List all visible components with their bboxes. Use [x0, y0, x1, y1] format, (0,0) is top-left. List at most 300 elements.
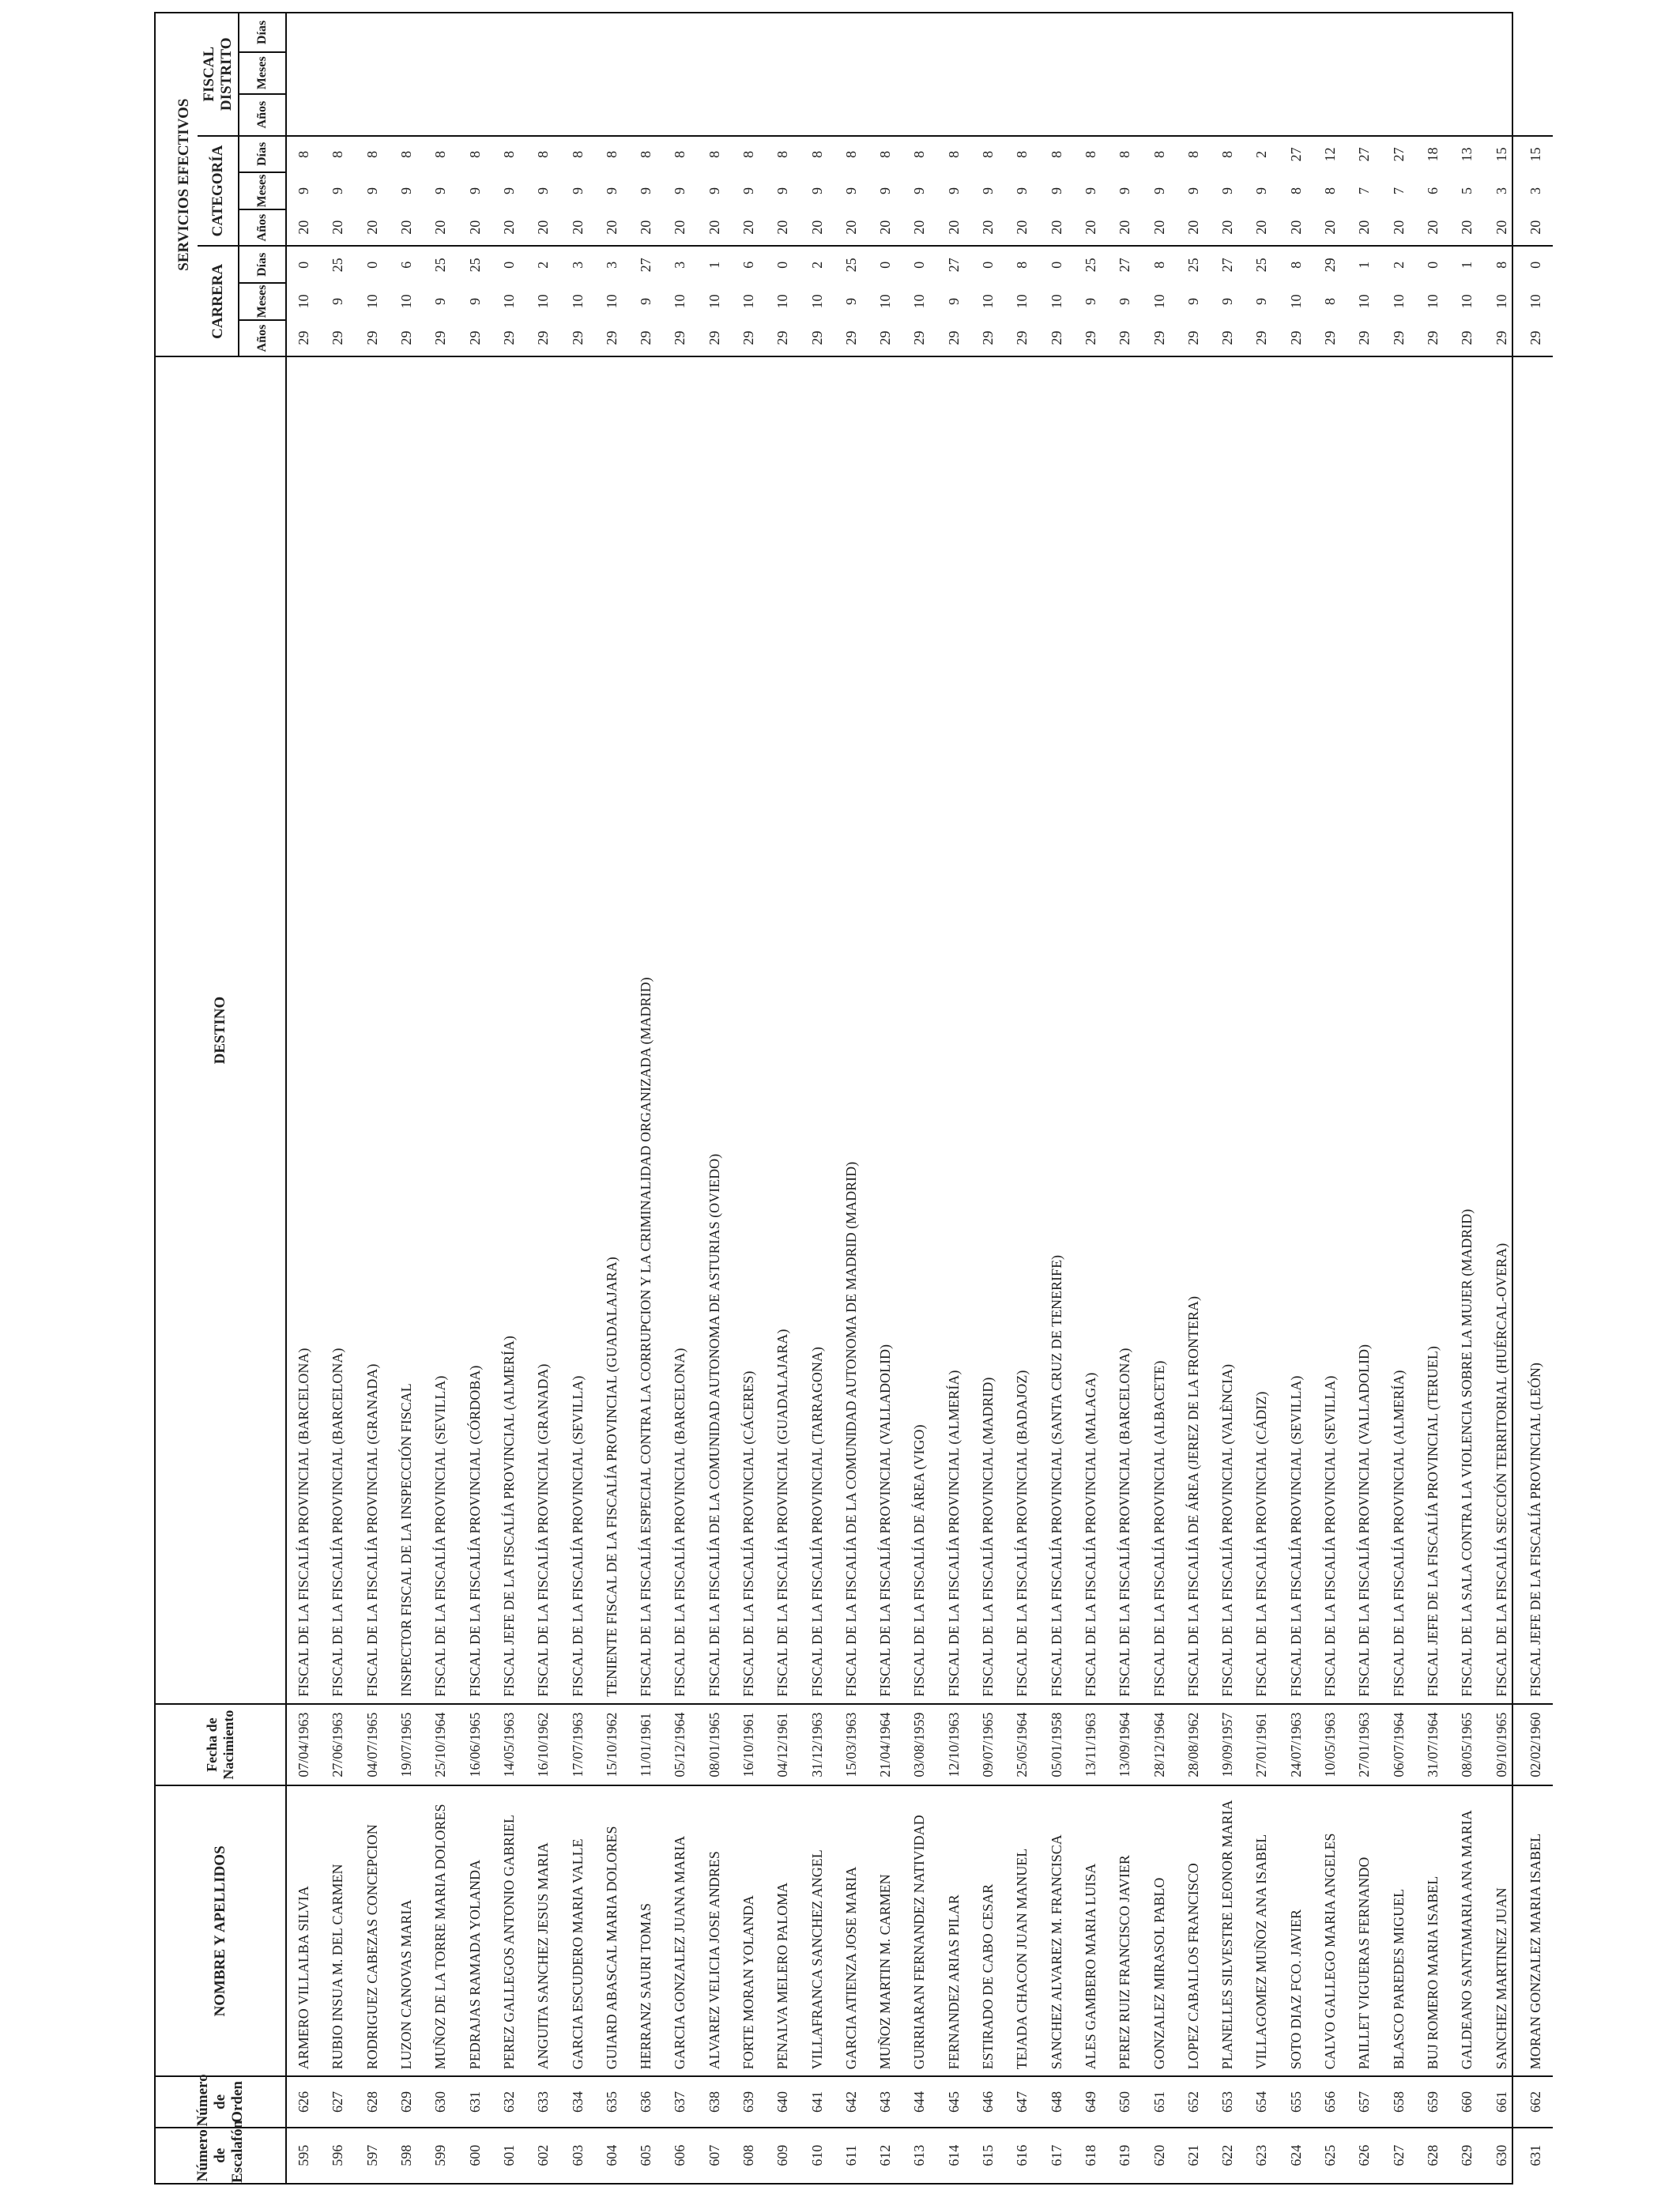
distrito-anos-cell	[1484, 94, 1518, 136]
carrera-meses-cell: 10	[1151, 294, 1167, 309]
distrito-anos-cell	[766, 94, 800, 136]
carrera-dias-cell: 25	[432, 258, 449, 273]
table-row	[526, 13, 560, 2183]
carrera-dias-cell: 0	[1527, 261, 1543, 269]
distrito-meses-cell	[1484, 52, 1518, 94]
destino-cell: FISCAL DE LA FISCALÍA PROVINCIAL (MADRID)	[971, 356, 1005, 1704]
numero-escalafon-cell: 617	[1048, 2144, 1064, 2166]
distrito-dias-cell	[1108, 13, 1142, 52]
distrito-meses-cell	[458, 52, 492, 94]
distrito-dias-cell	[1519, 13, 1553, 52]
nombre-cell: SANCHEZ MARTINEZ JUAN	[1484, 1785, 1518, 2076]
categoria-anos-cell: 20	[663, 209, 697, 247]
categoria-anos-cell: 20	[1382, 209, 1416, 247]
distrito-anos-cell	[800, 94, 834, 136]
nombre-cell: SOTO DIAZ FCO. JAVIER	[1279, 1785, 1313, 2076]
carrera-meses-cell: 9	[1117, 297, 1133, 305]
categoria-dias-cell: 13	[1459, 147, 1475, 162]
table-row	[1005, 13, 1039, 2183]
distrito-meses-cell	[1450, 52, 1484, 94]
numero-escalafon-cell: 622	[1219, 2144, 1236, 2166]
categoria-meses-cell: 5	[1459, 187, 1475, 194]
table-row	[663, 13, 697, 2183]
distrito-meses-cell	[937, 52, 971, 94]
numero-escalafon-cell: 614	[945, 2144, 962, 2166]
distrito-dias-cell	[1005, 13, 1039, 52]
fecha-nacimiento-cell: 27/06/1963	[321, 1704, 355, 1786]
carrera-dias-cell: 6	[398, 261, 415, 269]
distrito-dias-cell	[834, 13, 868, 52]
carrera-dias-cell: 3	[569, 261, 586, 269]
nombre-cell: GARCIA ESCUDERO MARIA VALLE	[560, 1785, 594, 2076]
numero-orden-cell: 662	[1519, 2076, 1553, 2127]
nombre-cell: GARCIA GONZALEZ JUANA MARIA	[663, 1785, 697, 2076]
numero-escalafon-cell: 627	[1390, 2144, 1407, 2166]
nombre-cell: ALES GAMBERO MARIA LUISA	[1074, 1785, 1108, 2076]
table-header	[156, 13, 286, 2183]
numero-orden-cell: 630	[424, 2076, 458, 2127]
carrera-anos-cell: 29	[800, 320, 834, 357]
destino-cell: FISCAL DE LA FISCALÍA PROVINCIAL (GUADALAJARA)	[766, 356, 800, 1704]
table-row	[766, 13, 800, 2183]
fecha-nacimiento-cell: 31/07/1964	[1416, 1704, 1450, 1786]
categoria-anos-cell: 20	[1211, 209, 1245, 247]
categoria-anos-cell: 20	[492, 209, 526, 247]
distrito-meses-cell	[1382, 52, 1416, 94]
distrito-dias-cell	[1450, 13, 1484, 52]
nombre-cell: RODRIGUEZ CABEZAS CONCEPCION	[356, 1785, 390, 2076]
carrera-anos-cell: 29	[937, 320, 971, 357]
numero-escalafon-cell: 602	[535, 2144, 552, 2166]
categoria-anos-cell: 20	[1519, 209, 1553, 247]
numero-orden-cell: 640	[766, 2076, 800, 2127]
table-row	[492, 13, 526, 2183]
distrito-meses-cell	[1279, 52, 1313, 94]
categoria-anos-cell: 20	[286, 209, 321, 247]
fecha-nacimiento-cell: 16/10/1962	[526, 1704, 560, 1786]
nombre-cell: ESTIRADO DE CABO CESAR	[971, 1785, 1005, 2076]
destino-cell: FISCAL DE LA FISCALÍA PROVINCIAL (VALLADOLID)	[1347, 356, 1381, 1704]
carrera-meses-cell: 9	[466, 297, 483, 305]
destino-cell: FISCAL DE LA FISCALÍA PROVINCIAL (SEVILLA)	[560, 356, 594, 1704]
carrera-meses-cell: 9	[1185, 297, 1201, 305]
categoria-dias-cell: 15	[1527, 147, 1543, 162]
fecha-nacimiento-cell: 07/04/1963	[286, 1704, 321, 1786]
carrera-meses-cell: 9	[638, 297, 654, 305]
numero-escalafon-cell: 630	[1493, 2144, 1509, 2166]
categoria-meses-cell: 9	[774, 187, 791, 194]
carrera-meses-cell: 10	[1356, 294, 1373, 309]
carrera-meses-cell: 9	[432, 297, 449, 305]
carrera-meses-cell: 9	[330, 297, 346, 305]
table-row	[698, 13, 732, 2183]
categoria-dias-cell: 8	[1014, 150, 1030, 158]
numero-escalafon-cell: 611	[842, 2145, 859, 2166]
categoria-meses-cell: 9	[363, 187, 380, 194]
distrito-dias-cell	[732, 13, 766, 52]
numero-orden-cell: 657	[1347, 2076, 1381, 2127]
categoria-dias-cell: 8	[877, 150, 894, 158]
carrera-meses-cell: 10	[1390, 294, 1407, 309]
carrera-anos-cell: 29	[1211, 320, 1245, 357]
header-distrito-dias: Días	[239, 13, 286, 52]
distrito-dias-cell	[390, 13, 424, 52]
carrera-anos-cell: 29	[1177, 320, 1211, 357]
nombre-cell: PENALVA MELERO PALOMA	[766, 1785, 800, 2076]
distrito-dias-cell	[1416, 13, 1450, 52]
categoria-dias-cell: 8	[1117, 150, 1133, 158]
numero-escalafon-cell: 597	[363, 2144, 380, 2166]
header-fecha-nacimiento: Fecha de Nacimiento	[156, 1704, 286, 1786]
nombre-cell: GONZALEZ MIRASOL PABLO	[1142, 1785, 1176, 2076]
distrito-dias-cell	[1177, 13, 1211, 52]
distrito-meses-cell	[663, 52, 697, 94]
carrera-anos-cell: 29	[766, 320, 800, 357]
carrera-meses-cell: 9	[842, 297, 859, 305]
destino-cell: FISCAL DE LA FISCALÍA PROVINCIAL (BARCELONA)	[663, 356, 697, 1704]
destino-cell: FISCAL DE LA FISCALÍA PROVINCIAL (VALÈNCIA)	[1211, 356, 1245, 1704]
distrito-meses-cell	[1211, 52, 1245, 94]
distrito-anos-cell	[526, 94, 560, 136]
carrera-dias-cell: 0	[877, 261, 894, 269]
categoria-anos-cell: 20	[1005, 209, 1039, 247]
categoria-meses-cell: 9	[1253, 187, 1270, 194]
table-row	[560, 13, 594, 2183]
fecha-nacimiento-cell: 15/10/1962	[595, 1704, 629, 1786]
carrera-anos-cell: 29	[1519, 320, 1553, 357]
carrera-dias-cell: 8	[1014, 261, 1030, 269]
categoria-meses-cell: 9	[672, 187, 688, 194]
categoria-anos-cell: 20	[1142, 209, 1176, 247]
distrito-anos-cell	[1040, 94, 1074, 136]
header-categoria-dias: Días	[239, 136, 286, 173]
categoria-dias-cell: 18	[1424, 147, 1441, 162]
numero-orden-cell: 639	[732, 2076, 766, 2127]
table-row	[868, 13, 902, 2183]
table-row	[1040, 13, 1074, 2183]
categoria-meses-cell: 9	[706, 187, 722, 194]
fecha-nacimiento-cell: 06/07/1964	[1382, 1704, 1416, 1786]
carrera-dias-cell: 25	[842, 258, 859, 273]
table-row	[1074, 13, 1108, 2183]
categoria-meses-cell: 9	[296, 187, 312, 194]
distrito-anos-cell	[1177, 94, 1211, 136]
carrera-dias-cell: 1	[706, 261, 722, 269]
distrito-anos-cell	[629, 94, 663, 136]
numero-orden-cell: 628	[356, 2076, 390, 2127]
fecha-nacimiento-cell: 08/05/1965	[1450, 1704, 1484, 1786]
distrito-dias-cell	[629, 13, 663, 52]
destino-cell: FISCAL JEFE DE LA FISCALÍA PROVINCIAL (ALMERÍA)	[492, 356, 526, 1704]
carrera-dias-cell: 2	[808, 261, 825, 269]
distrito-meses-cell	[1519, 52, 1553, 94]
numero-orden-cell: 627	[321, 2076, 355, 2127]
carrera-dias-cell: 27	[1219, 258, 1236, 273]
fecha-nacimiento-cell: 27/01/1963	[1347, 1704, 1381, 1786]
nombre-cell: ALVAREZ VELICIA JOSE ANDRES	[698, 1785, 732, 2076]
header-categoria-anos: Años	[239, 209, 286, 247]
destino-cell: FISCAL DE LA FISCALÍA PROVINCIAL (SEVILLA)	[424, 356, 458, 1704]
numero-orden-cell: 658	[1382, 2076, 1416, 2127]
numero-orden-cell: 654	[1245, 2076, 1279, 2127]
distrito-dias-cell	[1074, 13, 1108, 52]
categoria-dias-cell: 8	[1048, 150, 1064, 158]
numero-orden-cell: 651	[1142, 2076, 1176, 2127]
nombre-cell: PEREZ RUIZ FRANCISCO JAVIER	[1108, 1785, 1142, 2076]
numero-escalafon-cell: 604	[603, 2144, 620, 2166]
fecha-nacimiento-cell: 04/07/1965	[356, 1704, 390, 1786]
categoria-meses-cell: 9	[638, 187, 654, 194]
distrito-dias-cell	[595, 13, 629, 52]
numero-orden-cell: 634	[560, 2076, 594, 2127]
carrera-dias-cell: 25	[1253, 258, 1270, 273]
destino-cell: FISCAL DE LA FISCALÍA PROVINCIAL (ALBACETE)	[1142, 356, 1176, 1704]
distrito-meses-cell	[356, 52, 390, 94]
nombre-cell: BUJ ROMERO MARIA ISABEL	[1416, 1785, 1450, 2076]
distrito-dias-cell	[971, 13, 1005, 52]
header-numero-orden-line-1: Número	[194, 2074, 211, 2127]
distrito-dias-cell	[698, 13, 732, 52]
header-carrera-dias: Días	[239, 246, 286, 283]
fecha-nacimiento-cell: 05/12/1964	[663, 1704, 697, 1786]
carrera-dias-cell: 3	[603, 261, 620, 269]
categoria-meses-cell: 9	[911, 187, 928, 194]
distrito-meses-cell	[1177, 52, 1211, 94]
numero-escalafon-cell: 623	[1253, 2144, 1270, 2166]
numero-orden-cell: 661	[1484, 2076, 1518, 2127]
categoria-dias-cell: 8	[296, 150, 312, 158]
carrera-anos-cell: 29	[663, 320, 697, 357]
carrera-dias-cell: 25	[466, 258, 483, 273]
distrito-anos-cell	[663, 94, 697, 136]
numero-escalafon-cell: 596	[330, 2144, 346, 2166]
distrito-dias-cell	[560, 13, 594, 52]
carrera-dias-cell: 27	[1117, 258, 1133, 273]
numero-escalafon-cell: 616	[1014, 2144, 1030, 2166]
carrera-meses-cell: 10	[1014, 294, 1030, 309]
nombre-cell: GUIARD ABASCAL MARIA DOLORES	[595, 1785, 629, 2076]
table-row	[390, 13, 424, 2183]
nombre-cell: PAILLET VIGUERAS FERNANDO	[1347, 1785, 1381, 2076]
numero-escalafon-cell: 606	[672, 2144, 688, 2166]
categoria-meses-cell: 9	[842, 187, 859, 194]
categoria-anos-cell: 20	[321, 209, 355, 247]
fecha-nacimiento-cell: 28/08/1962	[1177, 1704, 1211, 1786]
carrera-anos-cell: 29	[1484, 320, 1518, 357]
numero-escalafon-cell: 598	[398, 2144, 415, 2166]
carrera-anos-cell: 29	[732, 320, 766, 357]
numero-orden-cell: 645	[937, 2076, 971, 2127]
numero-escalafon-cell: 595	[296, 2144, 312, 2166]
destino-cell: FISCAL DE LA FISCALÍA ESPECIAL CONTRA LA CORRUPCION Y LA CRIMINALIDAD ORGANIZADA (MADRID)	[629, 356, 663, 1704]
carrera-anos-cell: 29	[1450, 320, 1484, 357]
categoria-meses-cell: 9	[398, 187, 415, 194]
carrera-anos-cell: 29	[595, 320, 629, 357]
fecha-nacimiento-cell: 04/12/1961	[766, 1704, 800, 1786]
carrera-meses-cell: 10	[808, 294, 825, 309]
categoria-anos-cell: 20	[424, 209, 458, 247]
carrera-meses-cell: 10	[877, 294, 894, 309]
categoria-dias-cell: 8	[535, 150, 552, 158]
header-categoria: CATEGORÍA	[198, 136, 239, 247]
distrito-anos-cell	[1450, 94, 1484, 136]
carrera-meses-cell: 10	[1424, 294, 1441, 309]
header-numero-escalafon-line-2: de	[212, 2147, 228, 2163]
table-row	[971, 13, 1005, 2183]
destino-cell: FISCAL DE LA SALA CONTRA LA VIOLENCIA SOBRE LA MUJER (MADRID)	[1450, 356, 1484, 1704]
categoria-anos-cell: 20	[1450, 209, 1484, 247]
nombre-cell: ARMERO VILLALBA SILVIA	[286, 1785, 321, 2076]
carrera-dias-cell: 29	[1322, 258, 1339, 273]
distrito-meses-cell	[800, 52, 834, 94]
distrito-dias-cell	[800, 13, 834, 52]
numero-orden-cell: 649	[1074, 2076, 1108, 2127]
distrito-anos-cell	[1074, 94, 1108, 136]
numero-escalafon-cell: 612	[877, 2144, 894, 2166]
nombre-cell: HERRANZ SAURI TOMAS	[629, 1785, 663, 2076]
carrera-dias-cell: 25	[1185, 258, 1201, 273]
distrito-meses-cell	[526, 52, 560, 94]
categoria-meses-cell: 9	[1082, 187, 1098, 194]
carrera-meses-cell: 9	[1219, 297, 1236, 305]
header-distrito-anos: Años	[239, 94, 286, 136]
header-carrera: CARRERA	[198, 246, 239, 356]
categoria-anos-cell: 20	[800, 209, 834, 247]
nombre-cell: CALVO GALLEGO MARIA ANGELES	[1313, 1785, 1347, 2076]
carrera-dias-cell: 27	[638, 258, 654, 273]
categoria-anos-cell: 20	[1177, 209, 1211, 247]
distrito-anos-cell	[1279, 94, 1313, 136]
destino-cell: FISCAL DE LA FISCALÍA PROVINCIAL (MALAGA)	[1074, 356, 1108, 1704]
nombre-cell: MORAN GONZALEZ MARIA ISABEL	[1519, 1785, 1553, 2076]
table-row	[732, 13, 766, 2183]
carrera-meses-cell: 9	[1253, 297, 1270, 305]
destino-cell: FISCAL DE LA FISCALÍA PROVINCIAL (GRANADA)	[356, 356, 390, 1704]
numero-escalafon-cell: 610	[808, 2144, 825, 2166]
nombre-cell: FERNANDEZ ARIAS PILAR	[937, 1785, 971, 2076]
carrera-anos-cell: 29	[1005, 320, 1039, 357]
fecha-nacimiento-cell: 05/01/1958	[1040, 1704, 1074, 1786]
categoria-dias-cell: 8	[911, 150, 928, 158]
nombre-cell: GALDEANO SANTAMARIA ANA MARIA	[1450, 1785, 1484, 2076]
categoria-meses-cell: 9	[945, 187, 962, 194]
distrito-dias-cell	[1313, 13, 1347, 52]
carrera-anos-cell: 29	[1074, 320, 1108, 357]
carrera-anos-cell: 29	[1416, 320, 1450, 357]
destino-cell: FISCAL DE LA FISCALÍA PROVINCIAL (CÓRDOBA)	[458, 356, 492, 1704]
table-row	[286, 13, 321, 2183]
carrera-anos-cell: 29	[1040, 320, 1074, 357]
categoria-anos-cell: 20	[971, 209, 1005, 247]
distrito-meses-cell	[1108, 52, 1142, 94]
carrera-anos-cell: 29	[902, 320, 936, 357]
destino-cell: FISCAL DE LA FISCALÍA PROVINCIAL (CÁDIZ)	[1245, 356, 1279, 1704]
categoria-dias-cell: 12	[1322, 147, 1339, 162]
table-row	[356, 13, 390, 2183]
categoria-anos-cell: 20	[1313, 209, 1347, 247]
categoria-meses-cell: 9	[1185, 187, 1201, 194]
numero-escalafon-cell: 620	[1151, 2144, 1167, 2166]
categoria-anos-cell: 20	[629, 209, 663, 247]
table-row	[595, 13, 629, 2183]
numero-escalafon-cell: 600	[466, 2144, 483, 2166]
categoria-meses-cell: 8	[1322, 187, 1339, 194]
categoria-dias-cell: 8	[672, 150, 688, 158]
categoria-meses-cell: 9	[330, 187, 346, 194]
categoria-dias-cell: 15	[1493, 147, 1509, 162]
table-row	[424, 13, 458, 2183]
categoria-dias-cell: 8	[1185, 150, 1201, 158]
destino-cell: FISCAL DE LA FISCALÍA DE ÁREA (JEREZ DE LA FRONTERA)	[1177, 356, 1211, 1704]
distrito-dias-cell	[1279, 13, 1313, 52]
nombre-cell: RUBIO INSUA M. DEL CARMEN	[321, 1785, 355, 2076]
carrera-anos-cell: 29	[458, 320, 492, 357]
carrera-dias-cell: 8	[1287, 261, 1304, 269]
numero-escalafon-cell: 615	[980, 2144, 996, 2166]
destino-cell: FISCAL JEFE DE LA FISCALÍA PROVINCIAL (TERUEL)	[1416, 356, 1450, 1704]
escalafon-table-frame	[154, 12, 1543, 2185]
numero-orden-cell: 633	[526, 2076, 560, 2127]
categoria-dias-cell: 27	[1356, 147, 1373, 162]
numero-escalafon-cell: 608	[740, 2144, 756, 2166]
distrito-meses-cell	[971, 52, 1005, 94]
categoria-dias-cell: 8	[466, 150, 483, 158]
nombre-cell: FORTE MORAN YOLANDA	[732, 1785, 766, 2076]
distrito-anos-cell	[1313, 94, 1347, 136]
categoria-dias-cell: 27	[1287, 147, 1304, 162]
carrera-meses-cell: 10	[1287, 294, 1304, 309]
numero-escalafon-cell: 603	[569, 2144, 586, 2166]
carrera-anos-cell: 29	[971, 320, 1005, 357]
table-row	[1279, 13, 1313, 2183]
destino-cell: FISCAL DE LA FISCALÍA DE ÁREA (VIGO)	[902, 356, 936, 1704]
carrera-meses-cell: 10	[706, 294, 722, 309]
categoria-dias-cell: 27	[1390, 147, 1407, 162]
header-carrera-meses: Meses	[239, 283, 286, 320]
destino-cell: FISCAL DE LA FISCALÍA SECCIÓN TERRITORIAL (HUÉRCAL-OVERA)	[1484, 356, 1518, 1704]
categoria-dias-cell: 8	[330, 150, 346, 158]
distrito-dias-cell	[321, 13, 355, 52]
carrera-anos-cell: 29	[560, 320, 594, 357]
carrera-meses-cell: 10	[500, 294, 517, 309]
fecha-nacimiento-cell: 21/04/1964	[868, 1704, 902, 1786]
categoria-meses-cell: 9	[1014, 187, 1030, 194]
categoria-dias-cell: 8	[740, 150, 756, 158]
distrito-meses-cell	[868, 52, 902, 94]
header-categoria-meses: Meses	[239, 172, 286, 209]
numero-escalafon-cell: 609	[774, 2144, 791, 2166]
fecha-nacimiento-cell: 10/05/1963	[1313, 1704, 1347, 1786]
categoria-meses-cell: 7	[1390, 187, 1407, 194]
distrito-meses-cell	[834, 52, 868, 94]
distrito-anos-cell	[1347, 94, 1381, 136]
carrera-meses-cell: 10	[672, 294, 688, 309]
categoria-dias-cell: 8	[500, 150, 517, 158]
distrito-anos-cell	[390, 94, 424, 136]
distrito-meses-cell	[1142, 52, 1176, 94]
table-row	[321, 13, 355, 2183]
numero-orden-cell: 635	[595, 2076, 629, 2127]
distrito-anos-cell	[732, 94, 766, 136]
categoria-meses-cell: 9	[432, 187, 449, 194]
distrito-meses-cell	[698, 52, 732, 94]
carrera-dias-cell: 3	[672, 261, 688, 269]
categoria-meses-cell: 9	[1151, 187, 1167, 194]
carrera-anos-cell: 29	[321, 320, 355, 357]
numero-orden-cell: 653	[1211, 2076, 1245, 2127]
numero-escalafon-cell: 621	[1185, 2144, 1201, 2166]
carrera-meses-cell: 10	[740, 294, 756, 309]
